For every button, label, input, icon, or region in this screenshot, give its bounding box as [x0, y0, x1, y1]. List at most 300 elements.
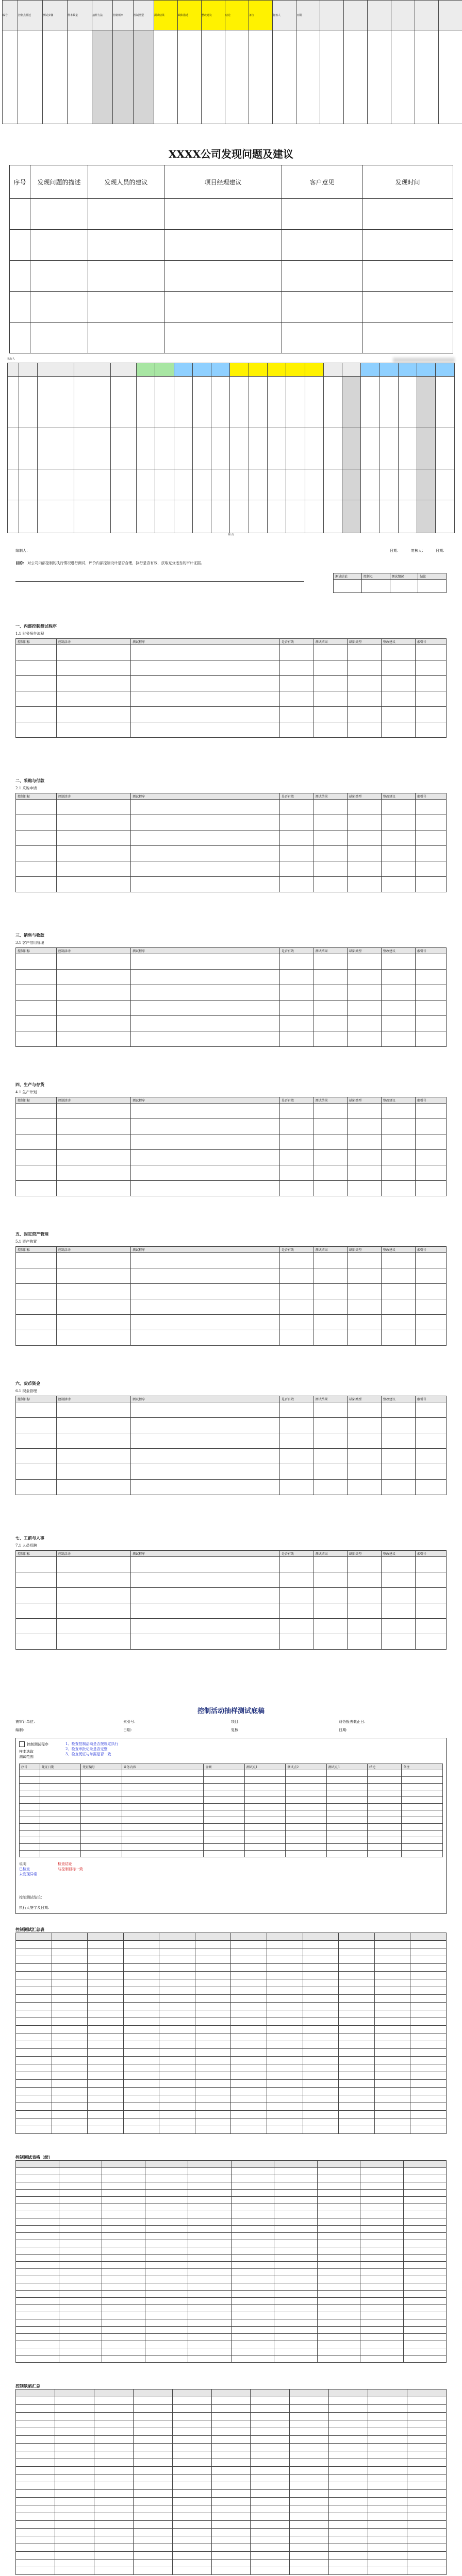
form-row [16, 2312, 447, 2319]
cycle-header-cell: 控制目标 [16, 1551, 57, 1557]
cycle-row [16, 660, 447, 676]
form-row [16, 1956, 447, 1964]
program-meta-label: 索引号： [123, 1720, 138, 1724]
top-grid-header-cell: 抽样方法 [92, 1, 113, 30]
form-row [16, 2451, 447, 2459]
cycle-header-cell: 控制活动 [56, 1097, 130, 1104]
program-note: 说明 [19, 1862, 26, 1866]
cycle-header-cell: 缺陷类型 [348, 639, 382, 645]
form-row [16, 2482, 447, 2490]
issue-table [9, 165, 453, 353]
cycle-header-cell: 测试程序 [131, 1247, 280, 1253]
cycle-title: 五、固定资产管理 [15, 1231, 48, 1236]
cycle-header-cell: 控制目标 [16, 948, 57, 954]
form-row [16, 1987, 447, 1995]
form-row [16, 2080, 447, 2088]
issue-header-cell: 项目经理建议 [164, 165, 282, 199]
top-grid [2, 0, 462, 124]
matrix-grid [7, 363, 455, 533]
memo-purpose-label: 目的： [15, 561, 26, 565]
sample-row [20, 1777, 443, 1784]
cycle-row [16, 1253, 447, 1268]
cycle-header-cell: 测试结果 [314, 1097, 348, 1104]
cycle-row [16, 1165, 447, 1181]
cycle-row [16, 1619, 447, 1634]
form-row [16, 2247, 447, 2255]
memo-summary-cell: 控制点 [361, 573, 390, 580]
form-row [16, 2088, 447, 2095]
cycle-title: 四、生产与存货 [15, 1082, 44, 1087]
cycle-header-cell: 测试结果 [314, 1551, 348, 1557]
form-row [16, 1964, 447, 1972]
form-row [16, 2355, 447, 2363]
program-title: 控制活动抽样测试底稿 [197, 1707, 265, 1715]
cycle-header-cell: 测试结果 [314, 1396, 348, 1402]
cycle-header-cell: 整改建议 [381, 1247, 415, 1253]
form-row [16, 2405, 447, 2413]
memo-summary-label: 测试结论 [334, 573, 362, 580]
form-row [16, 2327, 447, 2334]
cycle-header-cell: 整改建议 [381, 948, 415, 954]
top-grid-header-cell: 编号 [3, 1, 18, 30]
cycle-row [16, 1315, 447, 1330]
cycle-header-cell: 测试结果 [314, 1247, 348, 1253]
program-meta-label: 复核： [231, 1728, 242, 1732]
form-row [16, 2536, 447, 2544]
cycle-row [16, 831, 447, 846]
cycle-sub-title: 6.1 现金管理 [15, 1389, 37, 1393]
top-grid-header-cell: 复核人 [273, 1, 296, 30]
form-row [16, 2529, 447, 2536]
top-grid-header-cell: 日期 [296, 1, 320, 30]
cycle-row [16, 1104, 447, 1119]
form-row [16, 2334, 447, 2341]
form-row [16, 2003, 447, 2010]
form-row [16, 2567, 447, 2575]
program-row-label: 测试范围 [19, 1755, 34, 1759]
cycle-row [16, 1433, 447, 1449]
memo-sign-label: 编制人： [15, 549, 30, 553]
form-table [15, 2389, 447, 2575]
cycle-header-cell: 控制活动 [56, 948, 130, 954]
cycle-header-cell: 控制目标 [16, 1396, 57, 1402]
cycle-row [16, 1634, 447, 1650]
cycle-header-cell: 测试程序 [131, 948, 280, 954]
program-meta-label: 财务报表截止日： [339, 1720, 368, 1724]
form-title: 控制测试表格（续） [15, 2155, 53, 2160]
cycle-row [16, 985, 447, 1001]
program-meta-label: 被审计单位： [15, 1720, 37, 1724]
form-row [16, 2298, 447, 2305]
sample-row [20, 1817, 443, 1824]
program-section [0, 1705, 462, 1922]
cycle-header-cell: 测试结果 [314, 948, 348, 954]
cycle-header-cell: 是否有效 [280, 793, 314, 800]
matrix-section [0, 358, 462, 541]
issue-table-title: XXXX公司发现问题及建议 [168, 148, 294, 160]
form-row [16, 2428, 447, 2436]
form-row [16, 2197, 447, 2204]
cycle-row [16, 707, 447, 722]
cycle-header-cell: 索引号 [415, 1097, 446, 1104]
cycle-header-cell: 控制目标 [16, 1247, 57, 1253]
cycle-row [16, 1181, 447, 1196]
top-grid-section [0, 0, 462, 124]
form-row [16, 1995, 447, 2003]
form-row [16, 2175, 447, 2182]
form-row [16, 2436, 447, 2444]
cycle-row [16, 1016, 447, 1031]
form-row [16, 2204, 447, 2211]
issue-row [10, 199, 453, 230]
cycle-header-cell: 控制活动 [56, 1247, 130, 1253]
form-row [16, 2276, 447, 2283]
top-grid-header-cell: 控制点描述 [18, 1, 43, 30]
cycle-row [16, 861, 447, 877]
form-row [16, 2262, 447, 2269]
program-box [15, 1738, 447, 1914]
cycle-row [16, 1418, 447, 1433]
issue-row [10, 292, 453, 323]
issue-row [10, 261, 453, 292]
cycle-table [15, 638, 447, 738]
cycle-header-cell: 测试程序 [131, 1097, 280, 1104]
form-row [16, 1972, 447, 1979]
cycle-header-cell: 是否有效 [280, 639, 314, 645]
sample-row [20, 1804, 443, 1810]
cycle-row [16, 1299, 447, 1315]
form-row [16, 2190, 447, 2197]
sample-row [20, 1810, 443, 1817]
top-grid-header-cell: 测试步骤 [43, 1, 68, 30]
control-cycle-block [15, 778, 447, 933]
program-note: 与控制目标一致 [58, 1867, 83, 1871]
top-grid-header-cell: 样本数量 [68, 1, 92, 30]
form-table [15, 1933, 447, 2134]
top-grid-header-cell: 备注 [249, 1, 273, 30]
top-grid-header-cell: 控制类型 [134, 1, 154, 30]
cycle-row [16, 722, 447, 738]
cycle-header-cell: 缺陷类型 [348, 1247, 382, 1253]
cycle-header-cell: 控制活动 [56, 1396, 130, 1402]
program-row-value: 2、检查审批记录是否完整 [65, 1747, 108, 1751]
control-cycle-block [15, 1381, 447, 1535]
cycle-row [16, 815, 447, 831]
cycle-header-cell: 缺陷类型 [348, 1396, 382, 1402]
form-block [15, 2155, 447, 2363]
form-row [16, 2341, 447, 2348]
matrix-page-marker: 第 页 [228, 533, 234, 536]
cycle-row [16, 1480, 447, 1495]
memo-purpose-text: 对公司内部控制的执行情况进行测试，评价内部控制设计是否合理，执行是否有效，获取充分适当的审计证据。 [27, 561, 205, 565]
cycle-sub-title: 7.1 人员招聘 [15, 1544, 37, 1548]
cycle-table [15, 1550, 447, 1650]
cycle-row [16, 846, 447, 861]
cycle-sub-title: 5.1 资产购置 [15, 1240, 37, 1244]
issue-row [10, 323, 453, 353]
top-grid-header-cell: 整改建议 [202, 1, 225, 30]
program-row-value: 3、检查凭证与单据是否一致 [65, 1752, 111, 1756]
cycle-header-cell: 测试结果 [314, 639, 348, 645]
form-row [16, 2513, 447, 2521]
form-row [16, 2161, 447, 2168]
issue-header-row [10, 165, 453, 199]
cycle-header-cell: 测试程序 [131, 639, 280, 645]
cycle-title: 一、内部控制测试程序 [15, 623, 57, 629]
form-row [16, 2521, 447, 2529]
cycle-header-cell: 索引号 [415, 639, 446, 645]
form-row [16, 2211, 447, 2218]
top-grid-body-row [3, 30, 462, 124]
cycle-row [16, 1268, 447, 1284]
form-row [16, 2475, 447, 2482]
cycle-header-cell: 整改建议 [381, 639, 415, 645]
form-row [16, 2072, 447, 2080]
form-row [16, 1933, 447, 1941]
cycle-header-cell: 索引号 [415, 1396, 446, 1402]
form-row [16, 2103, 447, 2111]
memo-sign-label: 日期： [436, 549, 447, 553]
form-title: 控制缺陷汇总 [15, 2383, 40, 2388]
form-row [16, 2560, 447, 2567]
cycle-row [16, 1402, 447, 1418]
program-row-value: 1、检查控制活动是否按规定执行 [65, 1742, 119, 1746]
cycle-title: 三、销售与收款 [15, 933, 44, 938]
form-row [16, 2226, 447, 2233]
program-note: 已检查 [19, 1867, 30, 1871]
form-row [16, 2467, 447, 2475]
cycle-header-cell: 缺陷类型 [348, 793, 382, 800]
form-row [16, 2168, 447, 2175]
form-row [16, 2018, 447, 2026]
cycle-row [16, 1031, 447, 1047]
matrix-left-label: 执行人 [7, 358, 15, 361]
form-row [16, 1941, 447, 1948]
form-row [16, 2111, 447, 2119]
form-row [16, 1948, 447, 1956]
cycle-sub-title: 1.1 财务报告流程 [15, 632, 44, 636]
cycle-row [16, 877, 447, 892]
sample-header-cell: 业务内容 [122, 1764, 204, 1770]
top-grid-header-cell: 控制频率 [113, 1, 134, 30]
cycle-header-cell: 测试结果 [314, 793, 348, 800]
sample-row [20, 1797, 443, 1804]
cycle-header-cell: 索引号 [415, 793, 446, 800]
form-table [15, 2160, 447, 2363]
form-row [16, 2126, 447, 2134]
sample-row [20, 1831, 443, 1837]
form-row [16, 2397, 447, 2405]
program-meta-label: 编制： [15, 1728, 26, 1732]
form-row [16, 2057, 447, 2064]
cycle-header-cell: 控制目标 [16, 1097, 57, 1104]
program-meta-label: 项目： [231, 1720, 242, 1724]
cycle-table [15, 1097, 447, 1196]
form-row [16, 2552, 447, 2560]
cycle-header-cell: 索引号 [415, 948, 446, 954]
sample-row [20, 1784, 443, 1790]
sample-header-cell: 凭证编号 [81, 1764, 122, 1770]
form-row [16, 2413, 447, 2420]
sample-header-cell: 测试点1 [244, 1764, 285, 1770]
memo-summary-table [333, 573, 447, 593]
cycle-row [16, 970, 447, 985]
issue-section [0, 146, 462, 358]
cycle-header-cell: 测试程序 [131, 1396, 280, 1402]
form-row [16, 2319, 447, 2327]
cycle-header-cell: 控制活动 [56, 1551, 130, 1557]
cycle-row [16, 1119, 447, 1134]
form-row [16, 2389, 447, 2397]
cycle-title: 六、货币资金 [15, 1381, 40, 1386]
cycles-section [0, 623, 462, 1700]
sample-row [20, 1844, 443, 1851]
program-row-label: 样本选取 [19, 1750, 34, 1754]
cycle-header-cell: 整改建议 [381, 1551, 415, 1557]
cycle-header-cell: 整改建议 [381, 1097, 415, 1104]
cycle-row [16, 1572, 447, 1588]
issue-row [10, 230, 453, 261]
form-row [16, 2490, 447, 2498]
program-section-label: 控制测试程序 [27, 1742, 48, 1747]
form-row [16, 2459, 447, 2467]
form-row [16, 2444, 447, 2451]
program-conclusion-label: 控制测试结论： [19, 1895, 44, 1900]
cycle-header-cell: 控制活动 [56, 793, 130, 800]
form-row [16, 2041, 447, 2049]
sample-table [19, 1764, 443, 1857]
form-row [16, 2291, 447, 2298]
form-title: 控制测试汇总表 [15, 1927, 44, 1932]
cycle-row [16, 1150, 447, 1165]
cycle-header-cell: 缺陷类型 [348, 1097, 382, 1104]
cycle-title: 二、采购与付款 [15, 778, 44, 783]
top-grid-header-cell: 测试结果 [154, 1, 178, 30]
cycle-row [16, 1284, 447, 1299]
program-note: 检查结论 [58, 1862, 72, 1866]
form-row [16, 2010, 447, 2018]
form-row [16, 2348, 447, 2355]
form-row [16, 2498, 447, 2505]
sample-header-cell: 测试点2 [286, 1764, 326, 1770]
sample-header-cell: 结论 [368, 1764, 402, 1770]
cycle-header-cell: 测试程序 [131, 793, 280, 800]
cycle-table [15, 947, 447, 1047]
cycle-row [16, 1603, 447, 1619]
sample-header-cell: 金额 [204, 1764, 244, 1770]
cycle-row [16, 1134, 447, 1150]
cycle-header-cell: 索引号 [415, 1247, 446, 1253]
memo-summary-cell: 测试情况 [390, 573, 418, 580]
control-cycle-block [15, 623, 447, 778]
form-row [16, 2269, 447, 2276]
cycle-sub-title: 4.1 生产计划 [15, 1090, 37, 1094]
cycle-row [16, 1557, 447, 1572]
form-row [16, 2049, 447, 2057]
form-row [16, 2095, 447, 2103]
control-cycle-block [15, 1231, 447, 1381]
forms-section [0, 1927, 462, 2576]
top-grid-header-cell: 缺陷描述 [178, 1, 202, 30]
cycle-header-cell: 是否有效 [280, 1551, 314, 1557]
sample-row [20, 1837, 443, 1844]
sample-header-cell: 凭证日期 [40, 1764, 80, 1770]
issue-header-cell: 发现问题的描述 [30, 165, 88, 199]
sample-header-cell: 备注 [402, 1764, 443, 1770]
form-row [16, 2255, 447, 2262]
form-row [16, 2305, 447, 2312]
cycle-header-cell: 测试程序 [131, 1551, 280, 1557]
cycle-table [15, 793, 447, 892]
cycle-sub-title: 2.1 采购申请 [15, 786, 37, 790]
cycle-header-cell: 是否有效 [280, 948, 314, 954]
cycle-row [16, 1001, 447, 1016]
form-row [16, 2026, 447, 2033]
program-note: 未发现异常 [19, 1872, 37, 1876]
cycle-header-cell: 控制目标 [16, 639, 57, 645]
form-row [16, 2505, 447, 2513]
sample-header-cell: 序号 [20, 1764, 40, 1770]
memo-section [0, 546, 462, 623]
cycle-row [16, 645, 447, 660]
form-block [15, 2383, 447, 2575]
cycle-row [16, 800, 447, 815]
cycle-row [16, 676, 447, 691]
control-cycle-block [15, 933, 447, 1082]
form-row [16, 2233, 447, 2240]
issue-header-cell: 发现人员的建议 [88, 165, 164, 199]
sample-header-cell: 测试点3 [326, 1764, 367, 1770]
cycle-header-cell: 缺陷类型 [348, 1551, 382, 1557]
form-row [16, 2119, 447, 2126]
cycle-row [16, 954, 447, 970]
memo-sign-label: 日期： [390, 549, 401, 553]
issue-header-cell: 客户意见 [282, 165, 362, 199]
cycle-header-cell: 索引号 [415, 1551, 446, 1557]
cycle-row [16, 1588, 447, 1603]
cycle-header-cell: 整改建议 [381, 793, 415, 800]
form-row [16, 2420, 447, 2428]
checkbox-icon[interactable] [19, 1741, 25, 1747]
cycle-sub-title: 3.1 客户信用管理 [15, 941, 44, 945]
sample-row [20, 1770, 443, 1777]
cycle-title: 七、工薪与人事 [15, 1535, 44, 1540]
program-footer-label: 执行人签字及日期： [19, 1906, 52, 1910]
form-row [16, 1979, 447, 1987]
top-grid-header-row [3, 1, 462, 30]
sample-row [20, 1824, 443, 1831]
cycle-row [16, 691, 447, 707]
program-meta-label: 日期： [339, 1728, 350, 1732]
cycle-header-cell: 是否有效 [280, 1396, 314, 1402]
cycle-row [16, 1449, 447, 1464]
sample-row [20, 1790, 443, 1797]
form-row [16, 2218, 447, 2226]
cycle-table [15, 1246, 447, 1346]
cycle-row [16, 1464, 447, 1480]
cycle-header-cell: 整改建议 [381, 1396, 415, 1402]
sample-row [20, 1851, 443, 1857]
cycle-table [15, 1396, 447, 1495]
cycle-header-cell: 是否有效 [280, 1097, 314, 1104]
cycle-header-cell: 缺陷类型 [348, 948, 382, 954]
form-row [16, 2064, 447, 2072]
form-row [16, 2240, 447, 2247]
control-cycle-block [15, 1082, 447, 1231]
memo-summary-cell: 结论 [418, 573, 447, 580]
form-row [16, 2182, 447, 2190]
form-block [15, 1927, 447, 2134]
